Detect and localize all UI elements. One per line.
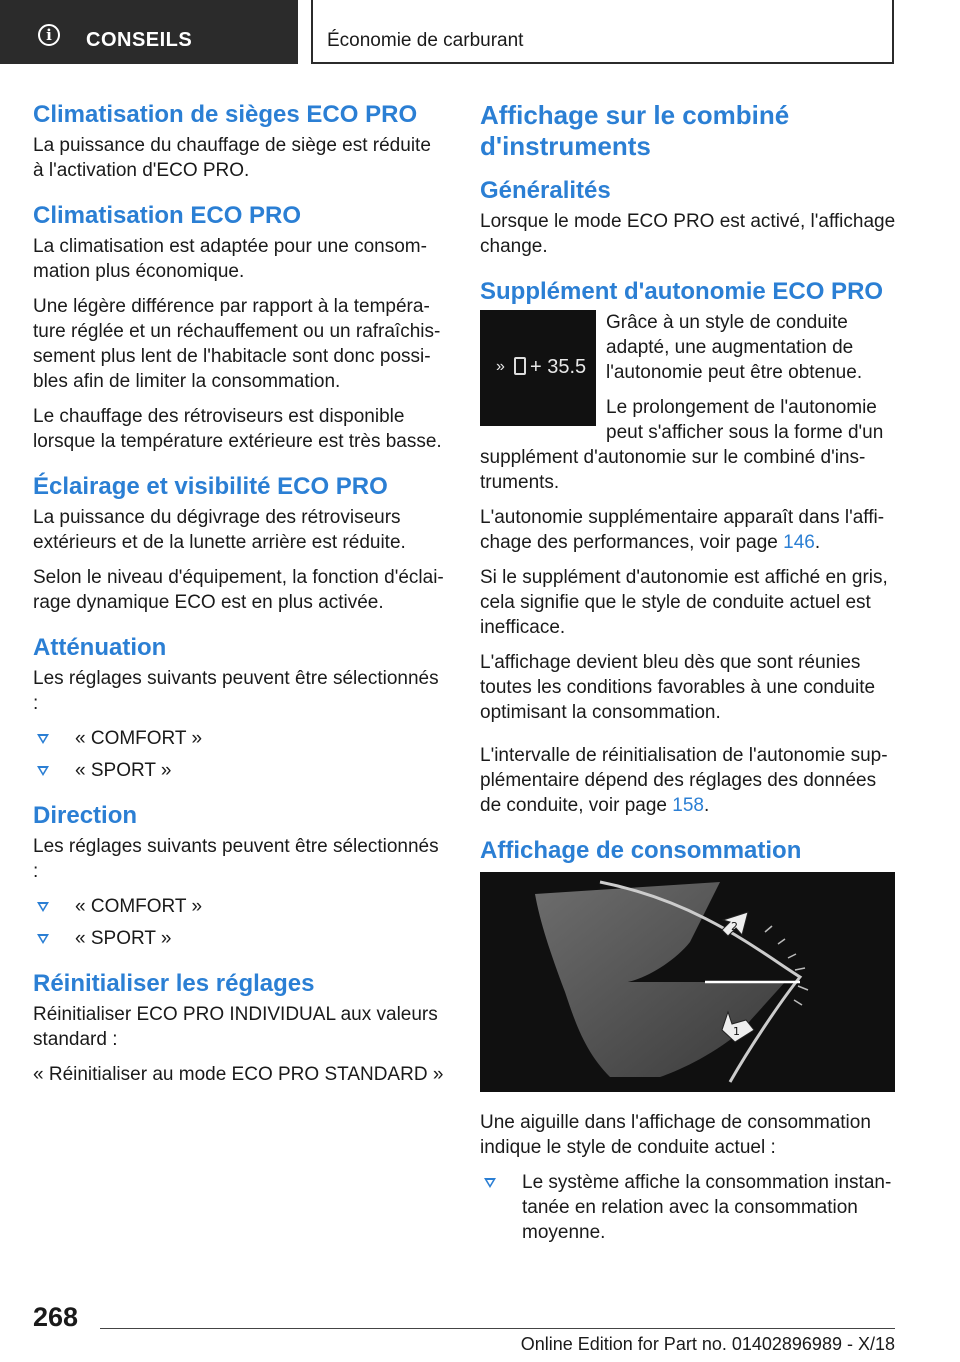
section-title-range-bonus: Supplément d'autonomie ECO PRO xyxy=(480,278,884,305)
list-item: « COMFORT » xyxy=(33,726,445,751)
chapter-header xyxy=(311,0,894,64)
paragraph: Si le supplément d'autonomie est affiché en gris, cela signifie que le style de conduite actuel est inefficace. xyxy=(480,567,888,638)
paragraph: « Réinitialiser au mode ECO PRO STANDARD » xyxy=(33,1064,444,1085)
paragraph: Une aiguille dans l'affichage de consommation indique le style de conduite actuel : xyxy=(480,1112,871,1158)
bullet-list xyxy=(33,726,445,783)
list-item: « COMFORT » xyxy=(33,894,445,919)
consumption-gauge-image xyxy=(480,872,895,1092)
section-title-consumption: Affichage de consommation xyxy=(480,837,802,864)
page-footer xyxy=(0,1290,960,1362)
paragraph: Le chauffage des rétroviseurs est disponible lorsque la température extérieure est très basse. xyxy=(33,406,442,452)
left-column xyxy=(33,100,445,1097)
bullet-list xyxy=(480,1170,898,1245)
svg-text:1: 1 xyxy=(733,1025,740,1038)
paragraph: Une légère différence par rapport à la température réglée et un réchauffement ou un rafraîchissement plus lent de l'habitacle sont donc possibles afin de limiter la consommation. xyxy=(33,296,441,392)
page-header xyxy=(0,0,960,66)
paragraph: L'affichage devient bleu dès que sont réunies toutes les conditions favorables à une conduite optimisant la consommation. xyxy=(480,652,876,723)
paragraph: Lorsque le mode ECO PRO est activé, l'affichage change. xyxy=(480,211,896,257)
section-title-general: Généralités xyxy=(480,177,611,204)
section-tab-label: CONSEILS xyxy=(86,29,193,51)
section-title-reset: Réinitialiser les réglages xyxy=(33,970,315,997)
page-link[interactable]: 146 xyxy=(783,532,815,553)
section-tab xyxy=(0,0,298,64)
page-number: 268 xyxy=(33,1302,79,1332)
triangle-bullet-icon xyxy=(37,934,49,944)
range-bonus-block xyxy=(480,310,898,495)
paragraph: Les réglages suivants peuvent être sélectionnés : xyxy=(33,668,439,714)
section-title-damping: Atténuation xyxy=(33,634,167,661)
paragraph: L'intervalle de réinitialisation de l'autonomie supplémentaire dépend des réglages des données de conduite, voir page 158. xyxy=(480,745,888,816)
section-title-climate: Climatisation ECO PRO xyxy=(33,202,302,229)
range-bonus-display-image xyxy=(480,310,596,426)
info-icon: i xyxy=(38,24,60,46)
paragraph: Réinitialiser ECO PRO INDIVIDUAL aux valeurs standard : xyxy=(33,1004,438,1050)
section-title-steering: Direction xyxy=(33,802,138,829)
paragraph: La puissance du chauffage de siège est réduite à l'activation d'ECO PRO. xyxy=(33,135,431,181)
gauge-marker-2 xyxy=(722,912,748,936)
bullet-list xyxy=(33,894,445,951)
double-chevron-icon: » xyxy=(496,358,505,375)
section-title-lighting: Éclairage et visibilité ECO PRO xyxy=(33,473,388,500)
edition-note: Online Edition for Part no. 01402896989 - X/18 xyxy=(520,1334,895,1354)
main-section-title: Affichage sur le combiné d'instruments xyxy=(480,100,790,161)
section-title-seat-climate: Climatisation de sièges ECO PRO xyxy=(33,101,418,128)
triangle-bullet-icon xyxy=(37,902,49,912)
chapter-title: Économie de carburant xyxy=(327,30,524,51)
triangle-bullet-icon xyxy=(484,1178,496,1188)
triangle-bullet-icon xyxy=(37,734,49,744)
list-item: Le système affiche la consommation instantanée en relation avec la consommation moyenne. xyxy=(480,1170,898,1245)
paragraph: Selon le niveau d'équipement, la fonction d'éclairage dynamique ECO est en plus activée. xyxy=(33,567,444,613)
page-link[interactable]: 158 xyxy=(672,795,704,816)
right-column xyxy=(480,100,898,1255)
paragraph: La climatisation est adaptée pour une consommation plus économique. xyxy=(33,236,427,282)
paragraph: L'autonomie supplémentaire apparaît dans l'affichage des performances, voir page 146. xyxy=(480,507,885,553)
fuel-pump-icon xyxy=(514,357,526,375)
paragraph: La puissance du dégivrage des rétroviseurs extérieurs et de la lunette arrière est réduite. xyxy=(33,507,406,553)
triangle-bullet-icon xyxy=(37,766,49,776)
gauge-band-shape xyxy=(535,882,785,1077)
range-bonus-value: + 35.5 xyxy=(530,356,587,378)
paragraph: Le prolongement de l'autonomie peut s'afficher sous la forme d'un supplément d'autonomie sur le combiné d'instruments. xyxy=(480,397,884,493)
list-item: « SPORT » xyxy=(33,926,445,951)
list-item: « SPORT » xyxy=(33,758,445,783)
footer-divider xyxy=(100,1328,895,1329)
svg-text:2: 2 xyxy=(731,920,738,933)
paragraph: Les réglages suivants peuvent être sélectionnés : xyxy=(33,836,439,882)
paragraph: Grâce à un style de conduite adapté, une augmentation de l'autonomie peut être obtenue. xyxy=(606,312,863,383)
